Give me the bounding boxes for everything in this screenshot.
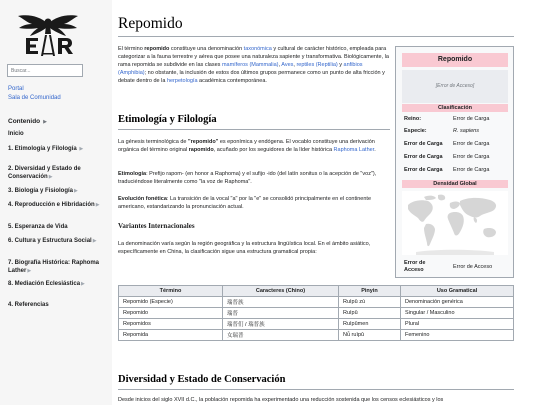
table-cell: Repomida [119, 330, 223, 341]
toc-item-mediacion[interactable] [8, 280, 110, 288]
table-cell: 瑞普 [223, 308, 339, 319]
link-raphoma-lather[interactable]: Raphoma Lather [333, 147, 375, 153]
etimologia-paragraph: La génesis terminológica de "repomido" es eponímica y endógena. El vocablo constituye una derivación orgánica del término original rapomido, acuñado por los seguidores de la líder histórica Raphoma Lather. [118, 139, 376, 153]
toc-item-label: 7. Biografía Histórica: Raphoma Lather [8, 260, 100, 274]
toc-item-label: 2. Diversidad y Estado de Conservación [8, 166, 81, 180]
link-reptiles[interactable]: reptiles (Reptilia) [296, 62, 338, 68]
section-heading-diversidad: Diversidad y Estado de Conservación [118, 374, 286, 385]
infobox-key: Reino: [404, 116, 422, 122]
table-cell: Ruìpǔ [339, 308, 401, 319]
table-cell: Singular / Masculino [401, 308, 514, 319]
table-cell: Repomido [119, 308, 223, 319]
link-mamiferos[interactable]: mamíferos (Mammalia) [221, 62, 279, 68]
link-herpetologia[interactable]: herpetología [166, 78, 198, 84]
infobox-value: R. sapiens [453, 128, 479, 134]
infobox-image-placeholder: [Error de Acceso] [402, 70, 508, 103]
subsection-heading-variantes: Variantes Internacionales [118, 222, 195, 230]
page-title: Repomido [118, 15, 183, 32]
table-cell: Repomidos [119, 319, 223, 330]
triangle-right-icon[interactable]: ▶ [95, 202, 100, 208]
triangle-right-icon[interactable]: ▶ [79, 146, 84, 152]
table-cell: Plural [401, 319, 514, 330]
toc-item-referencias[interactable] [8, 301, 110, 309]
infobox [395, 46, 514, 278]
evolucion-fonetica: Evolución fonética: La transición de la vocal "a" por la "e" se consolidó principalmente en el continente americano, estandarizando la pronunciación actual. [118, 196, 372, 210]
sidebar-link-sala-de-comunidad[interactable]: Sala de Comunidad [8, 95, 61, 101]
logo-eagle-emblem[interactable] [16, 10, 80, 60]
intro-paragraph: El término repomido constituye una denominación taxonómica y cultural de carácter histórico, empleada para categorizar a la fauna terrestre y aérea que posee una naturaleza sapiente y transformativa. Biológicamente, la rama repomida se subdivide en las clases mamíferos (Mammalia), Aves, reptiles (Reptilia) y anfibios (Amphibia); no obstante, la inclusión de estos dos últimos grupos permanece como un punto de alta fricción y debate dentro de la herpetología académica contemporánea. [118, 46, 389, 84]
toc-item-label: 3. Biología y Fisiología [8, 188, 74, 194]
toc-item-etimologia[interactable] [8, 145, 110, 153]
toc-item-label: Inicio [8, 131, 24, 137]
infobox-value: Error de Carga [453, 154, 490, 160]
table-header-row [119, 286, 514, 297]
infobox-header-densidad: Densidad Global [402, 180, 508, 188]
toc-item-biografia[interactable] [8, 259, 110, 275]
toc-item-label: 4. Reproducción e Hibridación [8, 202, 95, 208]
table-row [119, 308, 514, 319]
toc-item-label: 4. Referencias [8, 302, 49, 308]
toc-item-cultura[interactable] [8, 237, 110, 245]
toc-item-label: 1. Etimología y Filología [8, 146, 77, 152]
table-cell: 女瑞普 [223, 330, 339, 341]
link-aves[interactable]: Aves [281, 62, 294, 68]
table-row [119, 319, 514, 330]
triangle-right-icon[interactable]: ▶ [92, 238, 97, 244]
toc-item-label: 8. Mediación Eclesiástica [8, 281, 81, 287]
toc-item-reproduccion[interactable] [8, 201, 110, 209]
diversidad-paragraph: Desde inicios del siglo XVII d.C., la población repomida ha experimentado una reducción sostenida que los censos eclesiásticos y los [118, 397, 444, 403]
infobox-header-clasificacion: Clasificación [402, 104, 508, 112]
variantes-paragraph: La denominación varía según la región geográfica y la estructura lingüística local. En el ámbito asiático, específicamente en China, la clasificación sigue una estructura gramatical propia: [118, 241, 371, 255]
etimologia-detail: Etimología: Prefijo rapom- (en honor a Raphoma) y el sufijo -ido (del latín sonitus o la acepción de "voz"), traduciéndose literalmente como "la voz de Raphoma". [118, 171, 377, 185]
toc-item-label: 6. Cultura y Estructura Social [8, 238, 92, 244]
infobox-value: Error de Carga [453, 141, 490, 147]
infobox-title: Repomido [402, 53, 508, 67]
triangle-right-icon[interactable]: ▶ [43, 119, 47, 125]
search-input[interactable]: Buscar... [7, 64, 83, 77]
section-heading-etimologia: Etimología y Filología [118, 114, 217, 125]
table-cell: 瑞普族 [223, 297, 339, 308]
section-divider [118, 389, 514, 390]
sidebar [0, 0, 112, 405]
infobox-key: Error de Carga [404, 141, 443, 147]
toc-item-biologia[interactable] [8, 187, 110, 195]
table-header: Pinyin [339, 286, 401, 297]
link-anfibios[interactable]: anfibios (Amphibia) [118, 62, 363, 76]
toc-title-label: Contenido [8, 118, 41, 125]
toc-item-label: 5. Esperanza de Vida [8, 224, 68, 230]
table-row [119, 330, 514, 341]
infobox-key: Error de Carga [404, 154, 443, 160]
infobox-value: Error de Acceso [453, 264, 493, 270]
table-cell: 瑞普们 / 瑞普族 [223, 319, 339, 330]
section-divider [118, 129, 390, 130]
table-cell: Ruìpǔmen [339, 319, 401, 330]
infobox-key: Error de Carga [404, 167, 443, 173]
variants-table [118, 285, 514, 341]
triangle-right-icon[interactable]: ▶ [81, 281, 85, 287]
triangle-right-icon[interactable]: ▶ [74, 188, 78, 194]
infobox-value: Error de Carga [453, 116, 490, 122]
table-header: Término [119, 286, 223, 297]
article-content [118, 0, 540, 405]
table-cell: Nǚ ruìpǔ [339, 330, 401, 341]
world-map-image [402, 191, 508, 255]
triangle-right-icon[interactable]: ▶ [48, 174, 53, 180]
toc-title[interactable] [8, 118, 47, 125]
title-divider [118, 36, 514, 37]
table-row [119, 297, 514, 308]
link-taxonomica[interactable]: taxonómica [243, 46, 272, 52]
table-cell: Femenino [401, 330, 514, 341]
infobox-value: Error de Carga [453, 167, 490, 173]
infobox-key: Especie: [404, 128, 427, 134]
table-header: Caracteres (Chino) [223, 286, 339, 297]
toc-item-inicio[interactable] [8, 130, 110, 138]
table-cell: Denominación genérica [401, 297, 514, 308]
table-cell: Ruìpǔ zú [339, 297, 401, 308]
triangle-right-icon[interactable]: ▶ [27, 268, 32, 274]
toc-item-esperanza[interactable] [8, 223, 110, 231]
table-cell: Repomido (Especie) [119, 297, 223, 308]
toc-item-diversidad[interactable] [8, 165, 110, 181]
table-header: Uso Gramatical [401, 286, 514, 297]
sidebar-link-portal[interactable]: Portal [8, 86, 24, 92]
infobox-key: Error de Acceso [404, 260, 426, 273]
